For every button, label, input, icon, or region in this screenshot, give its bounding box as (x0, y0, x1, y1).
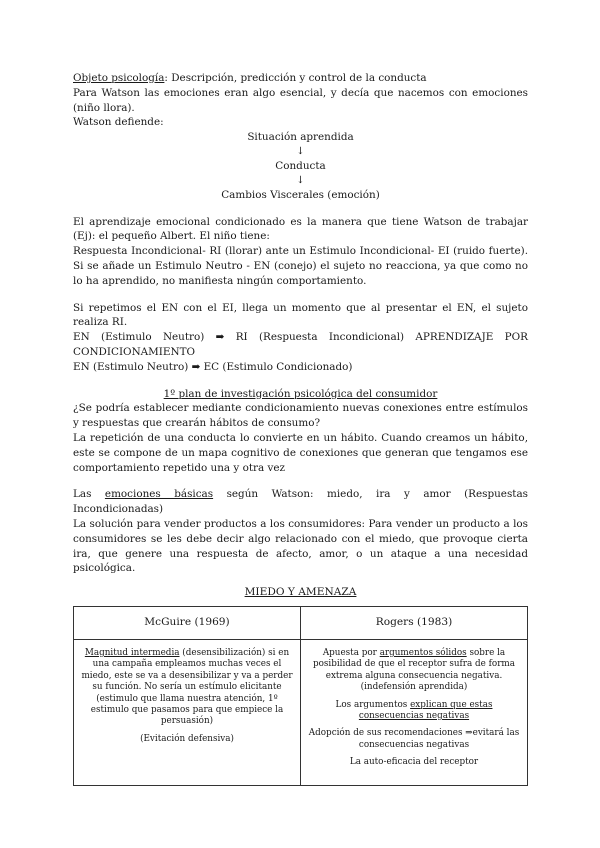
comparison-table (73, 606, 528, 786)
down-arrow-icon: ↓ (296, 145, 305, 157)
plan-line-2: La repetición de una conducta lo convierte en un hábito. Cuando creamos un hábito, este se compone de un mapa cognitivo de conexiones que generan que tengamos ese comportamiento repetido una y otra vez (73, 431, 528, 474)
mcguire-evitacion: (Evitación defensiva) (140, 733, 234, 744)
emociones-prefix: Las (73, 488, 105, 501)
objeto-label: Objeto psicología (73, 72, 165, 84)
plan-heading: 1º plan de investigación psicológica del consumidor (163, 387, 438, 400)
emociones-suffix: según Watson: miedo, ira y amor (Respuestas Incondicionadas) (73, 488, 528, 516)
flow-step-3: Cambios Viscerales (emoción) (221, 188, 380, 201)
intro-line-2: Para Watson las emociones eran algo esencial, y decía que nacemos con emociones (niño llora). (73, 86, 528, 114)
rogers-p1-underlined: argumentos sólidos (379, 647, 467, 658)
table-body-row (74, 639, 528, 785)
para2-line-1: Si repetimos el EN con el EI, llega un momento que al presentar el EN, el sujeto realiza RI. (73, 301, 528, 329)
rogers-text-3: Adopción de sus recomendaciones ⇒evitará las consecuencias negativas (308, 728, 520, 750)
rogers-p2-underlined: explican que estas consecuencias negativas (358, 699, 493, 721)
header-mcguire: McGuire (1969) (74, 606, 301, 639)
emociones-line-1 (73, 487, 528, 517)
rogers-p1-rest: sobre la posibilidad de que el receptor sufra de forma extrema alguna consecuencia negativa. (indefensión aprendida) (312, 647, 516, 693)
table-title: MIEDO Y AMENAZA (244, 586, 357, 599)
down-arrow-icon: ↓ (296, 174, 305, 186)
mcguire-underlined: Magnitud intermedia (84, 647, 180, 658)
rogers-cell (301, 639, 528, 785)
plan-line-1: ¿Se podría establecer mediante condicionamiento nuevas conexiones entre estímulos y respuestas que crearán hábitos de consumo? (73, 402, 528, 430)
flow-step-1: Situación aprendida (247, 131, 354, 144)
rogers-text-2 (307, 700, 521, 723)
rogers-text-4: La auto-eficacia del receptor (349, 757, 479, 768)
flow-step-2: Conducta (275, 159, 326, 172)
para1-line-2: Respuesta Incondicional- RI (llorar) ante un Estimulo Incondicional- EI (ruido fuerte). Si se añade un Estimulo Neutro - EN (conejo) el sujeto no reacciona, ya que como no lo ha aprendido, no manifiesta ningún comportamiento. (73, 245, 528, 287)
objeto-line (73, 71, 528, 86)
rogers-p2-pre: Los argumentos (335, 699, 411, 710)
document-page (73, 71, 528, 786)
emociones-line-2: La solución para vender productos a los consumidores: Para vender un producto a los consumidores se les debe decir algo relacionado con el miedo, que provoque cierta ira, que genere una respuesta de afecto, amor, o un ataque a una necesidad psicológica. (73, 517, 528, 575)
header-rogers: Rogers (1983) (301, 606, 528, 639)
emociones-underlined: emociones básicas (104, 488, 214, 501)
table-header-row (74, 606, 528, 639)
rogers-text-1 (307, 648, 521, 694)
para2-line-2: EN (Estimulo Neutro) ➡ RI (Respuesta Incondicional) APRENDIZAJE POR CONDICIONAMIENTO (73, 331, 528, 358)
intro-line-3: Watson defiende: (73, 116, 164, 129)
objeto-rest: : Descripción, predicción y control de la conducta (164, 72, 427, 84)
rogers-p1-pre: Apuesta por (322, 647, 380, 658)
para1-line-1: El aprendizaje emocional condicionado es la manera que tiene Watson de trabajar (Ej): el pequeño Albert. El niño tiene: (73, 215, 528, 243)
mcguire-text (80, 648, 294, 728)
mcguire-cell (74, 639, 301, 785)
para2-line-3: EN (Estimulo Neutro) ➡ EC (Estimulo Condicionado) (73, 360, 353, 373)
mcguire-rest: (desensibilización) si en una campaña empleamos muchas veces el miedo, este se va a desensibilizar y va a perder su función. No sería un estímulo elicitante (estimulo que llama nuestra atención, 1º estimulo que pasamos para que empiece la persuasión) (81, 647, 293, 727)
